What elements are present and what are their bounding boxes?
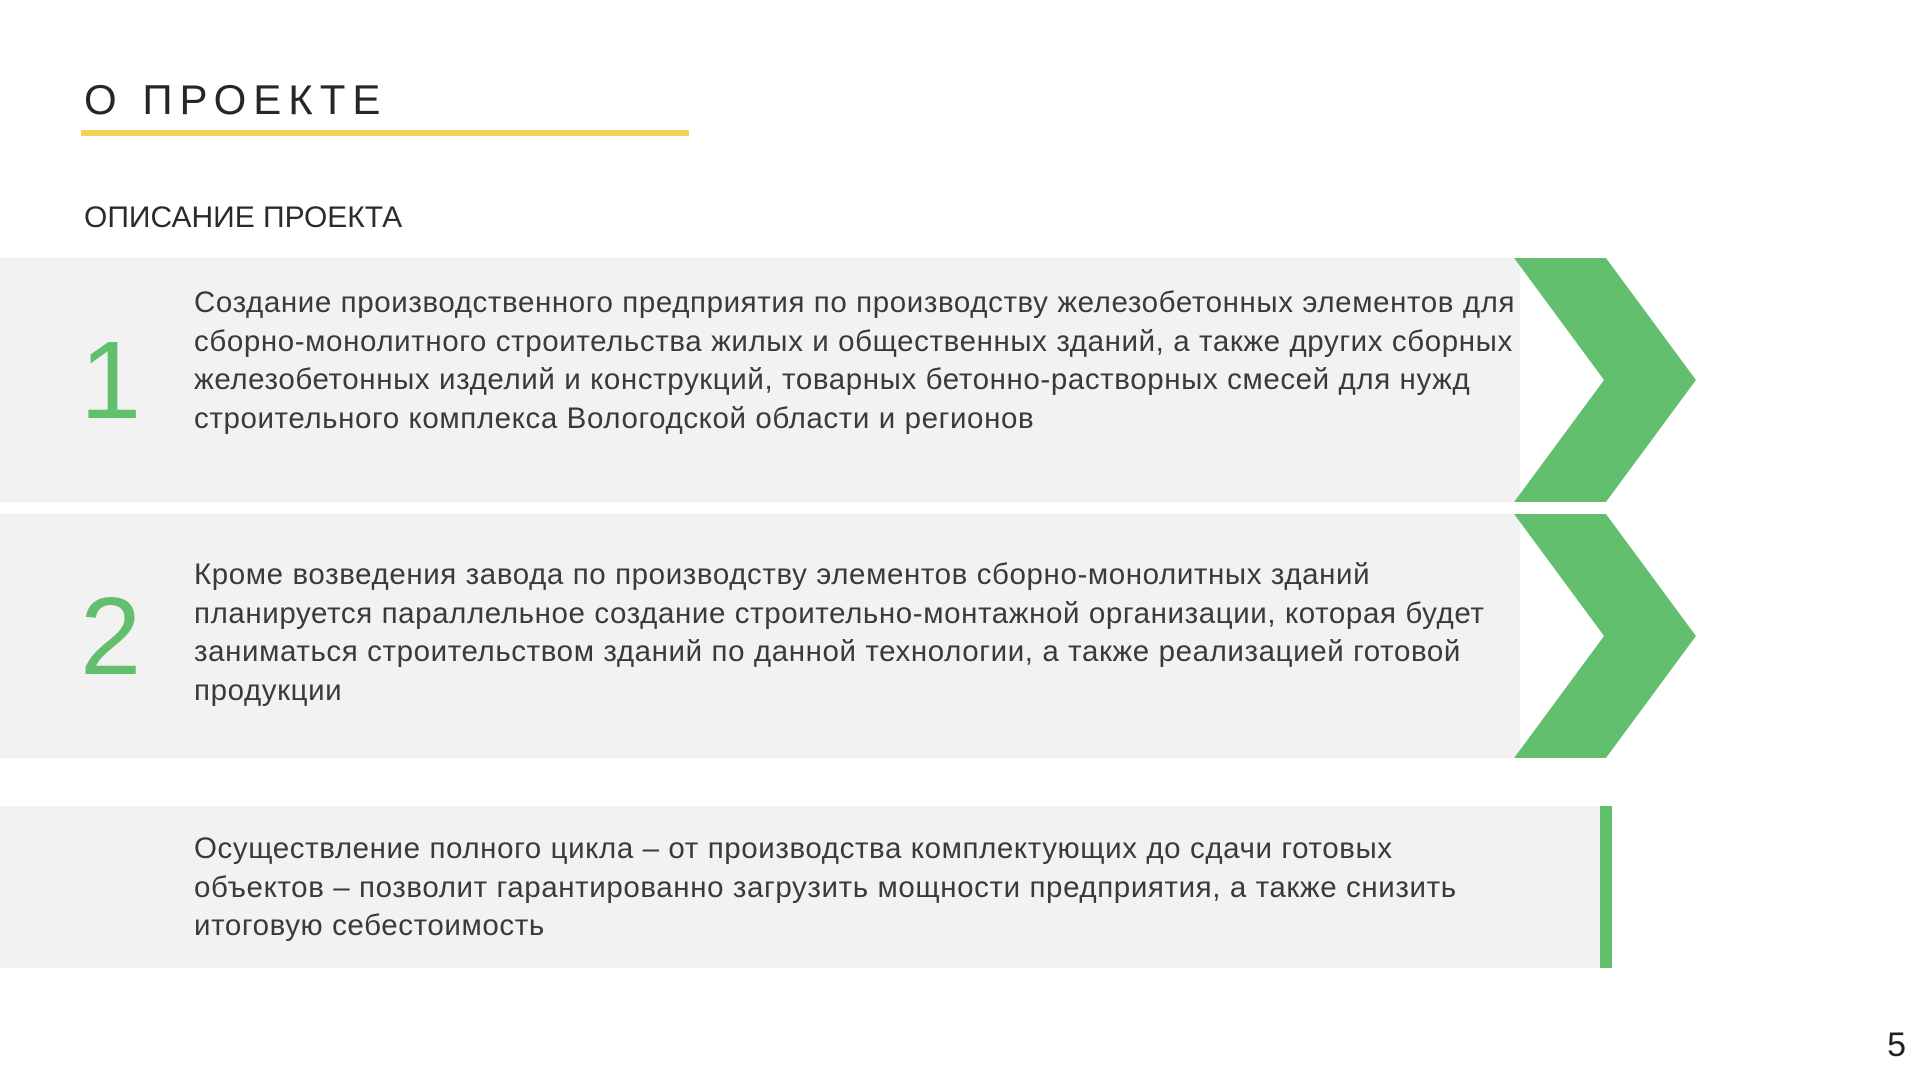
- card-number: 2: [80, 575, 142, 698]
- description-card-1: [0, 258, 1520, 502]
- chevron-arrow-icon: [1514, 514, 1698, 758]
- title-underline: [81, 130, 689, 136]
- summary-card: [0, 806, 1600, 968]
- summary-end-bar: [1600, 806, 1612, 968]
- page-number: 5: [1887, 1026, 1906, 1064]
- card-text: Создание производственного предприятия по производству железобетонных элементов для сборно-монолитного строительства жилых и общественных зданий, а также других сборных железобетонных изделий и конструкций, товарных бетонно-растворных смесей для нужд строительного комплекса Вологодской области и регионов: [194, 286, 1516, 435]
- page-title: О ПРОЕКТЕ: [84, 76, 388, 123]
- card-text: Кроме возведения завода по производству элементов сборно-монолитных зданий планируется параллельное создание строительно-монтажной организации, которая будет заниматься строительством зданий по данной технологии, а также реализацией готовой продукции: [194, 558, 1485, 707]
- summary-text: Осуществление полного цикла – от производства комплектующих до сдачи готовых объектов – позволит гарантированно загрузить мощности предприятия, а также снизить итоговую себестоимость: [194, 832, 1457, 942]
- card-number: 1: [80, 319, 142, 442]
- chevron-arrow-icon: [1514, 258, 1698, 502]
- section-title: ОПИСАНИЕ ПРОЕКТА: [84, 201, 403, 234]
- description-card-2: [0, 514, 1520, 758]
